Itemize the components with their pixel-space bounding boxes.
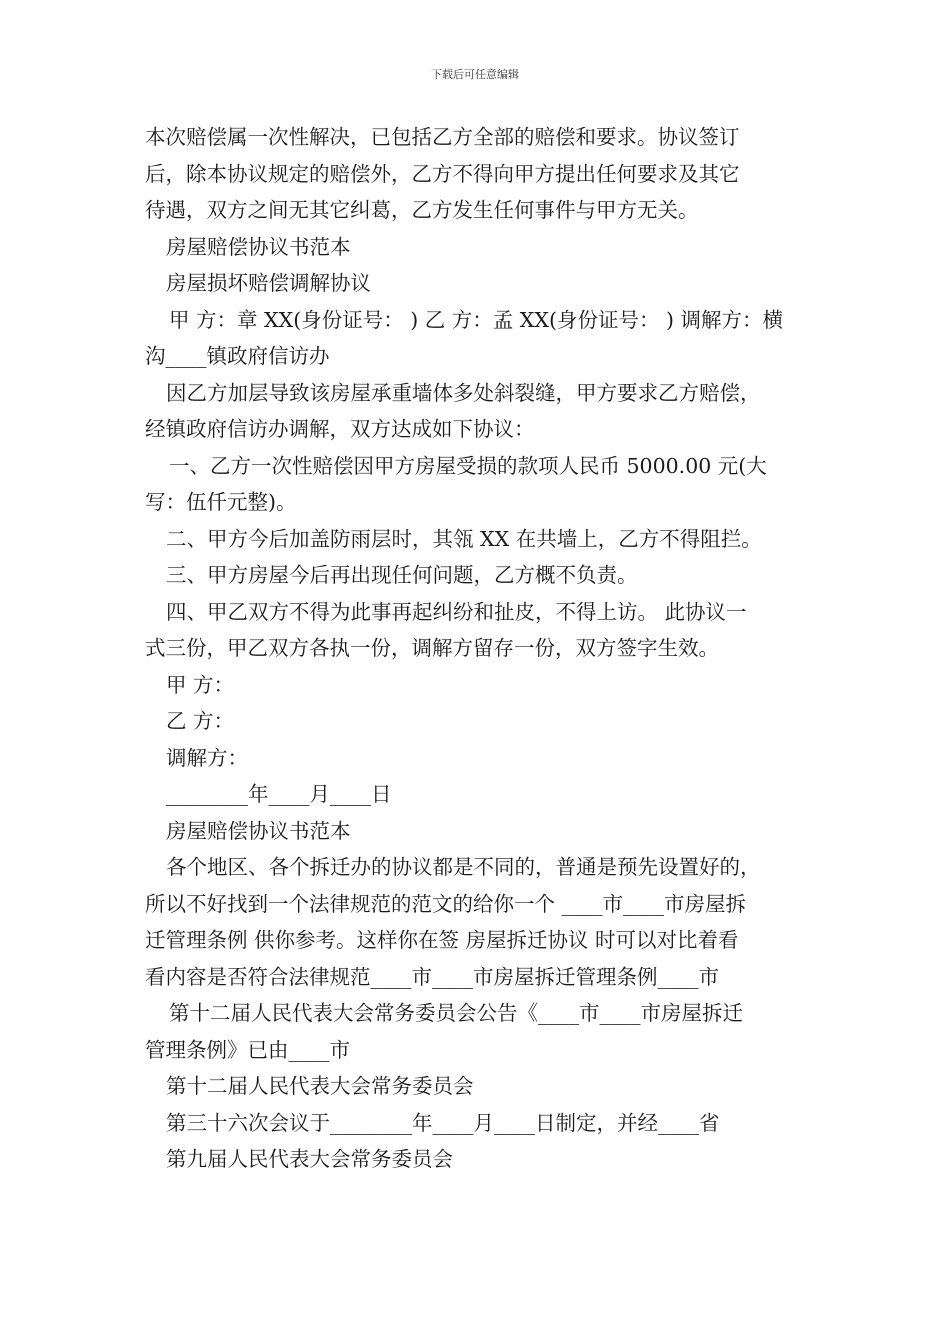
signature-date: ________年____月____日 (166, 782, 392, 806)
paragraph-line: 迁管理条例 供你参考。这样你在签 房屋拆迁协议 时可以对比着看 (145, 928, 739, 952)
section-title: 房屋赔偿协议书范本 (166, 818, 351, 843)
paragraph-line: 第十二届人民代表大会常务委员会公告《____市____市房屋拆迁 (169, 1001, 743, 1025)
paragraph-line: 经镇政府信访办调解，双方达成如下协议： (145, 417, 535, 441)
agreement-title: 房屋损坏赔偿调解协议 (166, 271, 371, 295)
clause-4: 四、甲乙双方不得为此事再起纠纷和扯皮，不得上访。 此协议一 (166, 599, 747, 624)
parties-line: 甲 方：章 XX(身份证号： ) 乙 方：孟 XX(身份证号： ) 调解方：横 (169, 307, 783, 332)
page-header: 下载后可任意编辑 (431, 68, 519, 81)
paragraph-line: 各个地区、各个拆迁办的协议都是不同的，普通是预先设置好的， (166, 855, 761, 879)
paragraph-line: 写：伍仟元整)。 (145, 490, 297, 514)
paragraph-line: 所以不好找到一个法律规范的范文的给你一个 ____市____市房屋拆 (145, 891, 747, 916)
paragraph-line: 待遇，双方之间无其它纠葛，乙方发生任何事件与甲方无关。 (145, 198, 699, 222)
paragraph-line: 沟____镇政府信访办 (145, 344, 330, 368)
paragraph-line: 后，除本协议规定的赔偿外，乙方不得向甲方提出任何要求及其它 (145, 161, 740, 186)
clause-3: 三、甲方房屋今后再出现任何问题，乙方概不负责。 (166, 563, 638, 587)
document-body (145, 119, 810, 1178)
paragraph-line: 第三十六次会议于________年____月____日制定，并经____省 (166, 1110, 720, 1135)
paragraph-line: 第九届人民代表大会常务委员会 (166, 1147, 453, 1171)
paragraph-line: 本次赔偿属一次性解决，已包括乙方全部的赔偿和要求。协议签订 (145, 125, 740, 149)
signature-party-b: 乙 方： (166, 709, 235, 733)
clause-2: 二、甲方今后加盖防雨层时，其瓴 XX 在共墙上，乙方不得阻拦。 (166, 526, 762, 551)
paragraph-line: 式三份，甲乙双方各执一份，调解方留存一份，双方签字生效。 (145, 636, 719, 660)
paragraph-line: 因乙方加层导致该房屋承重墙体多处斜裂缝，甲方要求乙方赔偿， (166, 380, 761, 405)
paragraph-line: 看内容是否符合法律规范____市____市房屋拆迁管理条例____市 (145, 964, 719, 989)
clause-1: 一、乙方一次性赔偿因甲方房屋受损的款项人民币 5000.00 元(大 (169, 453, 767, 478)
paragraph-line: 管理条例》已由____市 (145, 1037, 350, 1062)
section-title: 房屋赔偿协议书范本 (166, 234, 351, 259)
paragraph-line: 第十二届人民代表大会常务委员会 (166, 1074, 474, 1098)
signature-mediator: 调解方： (166, 745, 248, 770)
signature-party-a: 甲 方： (166, 672, 235, 697)
